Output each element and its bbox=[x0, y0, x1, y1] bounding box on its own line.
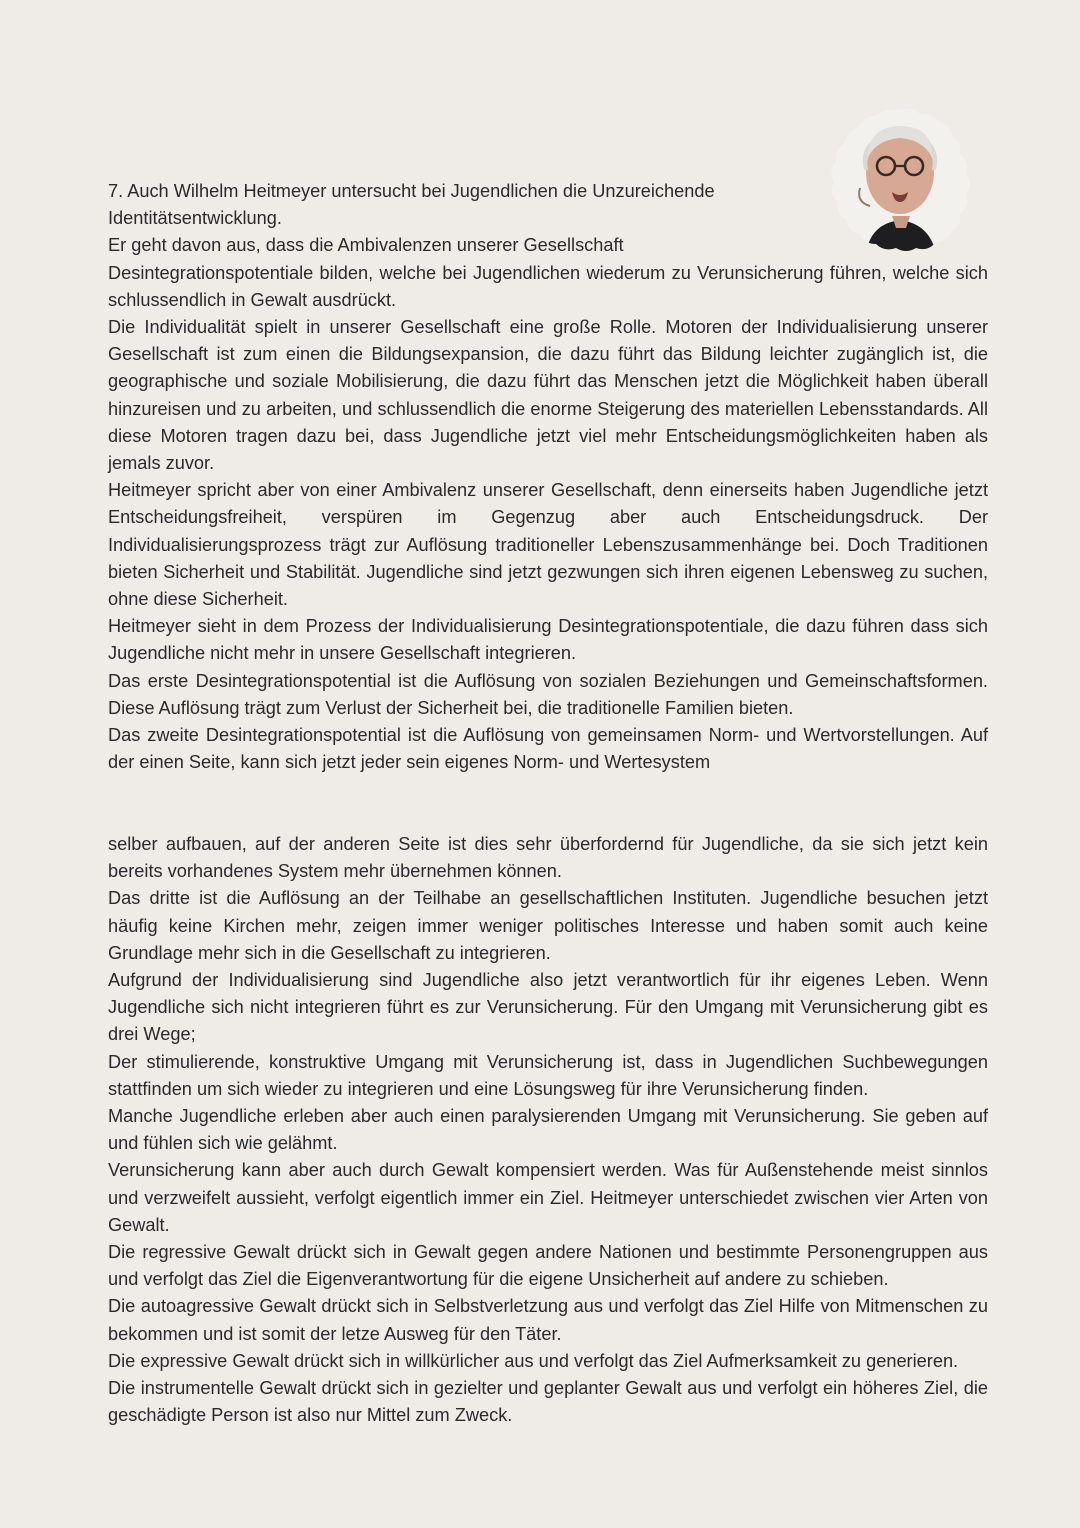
text-block-lower bbox=[108, 831, 988, 1429]
paragraph: Aufgrund der Individualisierung sind Jugendliche also jetzt verantwortlich für ihr eigenes Leben. Wenn Jugendliche sich nicht integrieren führt es zur Verunsicherung. Für den Umgang mit Verunsicherung gibt es drei Wege; bbox=[108, 970, 988, 1045]
paragraph-line: Er geht davon aus, dass die Ambivalenzen unserer Gesellschaft bbox=[108, 235, 624, 256]
paragraph bbox=[108, 178, 828, 232]
paragraph: selber aufbauen, auf der anderen Seite ist dies sehr überfordernd für Jugendliche, da sie sich jetzt kein bereits vorhandenes System mehr übernehmen können. bbox=[108, 834, 988, 882]
paragraph: Die regressive Gewalt drückt sich in Gewalt gegen andere Nationen und bestimmte Personengruppen aus und verfolgt das Ziel die Eigenverantwortung für die eigene Unsicherheit auf andere zu schieben. bbox=[108, 1242, 988, 1290]
text-line: 7. Auch Wilhelm Heitmeyer untersucht bei Jugendlichen die Unzureichende bbox=[108, 181, 715, 201]
paragraph: Manche Jugendliche erleben aber auch einen paralysierenden Umgang mit Verunsicherung. Sie geben auf und fühlen sich wie gelähmt. bbox=[108, 1106, 988, 1154]
paragraph: Verunsicherung kann aber auch durch Gewalt kompensiert werden. Was für Außenstehende meist sinnlos und verzweifelt aussieht, verfolgt eigentlich immer ein Ziel. Heitmeyer unterschiedet zwischen vier Arten von Gewalt. bbox=[108, 1160, 988, 1235]
paragraph: Das erste Desintegrationspotential ist die Auflösung von sozialen Beziehungen und Gemeinschaftsformen. Diese Auflösung trägt zum Verlust der Sicherheit bei, die traditionelle Familien bieten. bbox=[108, 670, 988, 718]
paragraph: Das dritte ist die Auflösung an der Teilhabe an gesellschaftlichen Instituten. Jugendliche besuchen jetzt häufig keine Kirchen mehr, zeigen immer weniger politisches Interesse und haben somit auch keine Grundlage mehr sich in die Gesellschaft zu integrieren. bbox=[108, 888, 988, 963]
paragraph: Die autoagressive Gewalt drückt sich in Selbstverletzung aus und verfolgt das Ziel Hilfe von Mitmenschen zu bekommen und ist somit der letze Ausweg für den Täter. bbox=[108, 1296, 988, 1344]
paragraph: Das zweite Desintegrationspotential ist die Auflösung von gemeinsamen Norm- und Wertvorstellungen. Auf der einen Seite, kann sich jetzt jeder sein eigenes Norm- und Wertesystem bbox=[108, 725, 988, 773]
paragraph: Die instrumentelle Gewalt drückt sich in gezielter und geplanter Gewalt aus und verfolgt ein höheres Ziel, die geschädigte Person ist also nur Mittel zum Zweck. bbox=[108, 1378, 988, 1426]
paragraph: Heitmeyer spricht aber von einer Ambivalenz unserer Gesellschaft, denn einerseits haben Jugendliche jetzt Entscheidungsfreiheit, verspüren im Gegenzug aber auch Entscheidungsdruck. Der Individualisierungsprozess trägt zur Auflösung traditioneller Lebenszusammenhänge bei. Doch Traditionen bieten Sicherheit und Stabilität. Jugendliche sind jetzt gezwungen sich ihren eigenen Lebensweg zu suchen, ohne diese Sicherheit. bbox=[108, 480, 988, 610]
paragraph: Die Individualität spielt in unserer Gesellschaft eine große Rolle. Motoren der Individualisierung unserer Gesellschaft ist zum einen die Bildungsexpansion, die dazu führt das Bildung leichter zugänglich ist, die geographische und soziale Mobilisierung, die dazu führt das Menschen jetzt die Möglichkeit haben überall hinzureisen und zu arbeiten, und schlussendlich die enorme Steigerung des materiellen Lebensstandards. All diese Motoren tragen dazu bei, dass Jugendliche jetzt viel mehr Entscheidungsmöglichkeiten haben als jemals zuvor. bbox=[108, 317, 988, 474]
paragraph: Der stimulierende, konstruktive Umgang mit Verunsicherung ist, dass in Jugendlichen Suchbewegungen stattfinden um sich wieder zu integrieren und eine Lösungsweg für ihre Verunsicherung finden. bbox=[108, 1051, 988, 1099]
text-block-upper bbox=[108, 178, 988, 776]
paragraph: Die expressive Gewalt drückt sich in willkürlicher aus und verfolgt das Ziel Aufmerksamkeit zu generieren. bbox=[108, 1350, 959, 1371]
paragraph: Desintegrationspotentiale bilden, welche bei Jugendlichen wiederum zu Verunsicherung führen, welche sich schlussendlich in Gewalt ausdrückt. bbox=[108, 262, 988, 310]
paragraph: Heitmeyer sieht in dem Prozess der Individualisierung Desintegrationspotentiale, die dazu führen dass sich Jugendliche nicht mehr in unsere Gesellschaft integrieren. bbox=[108, 616, 988, 664]
text-line: Identitätsentwicklung. bbox=[108, 208, 282, 229]
